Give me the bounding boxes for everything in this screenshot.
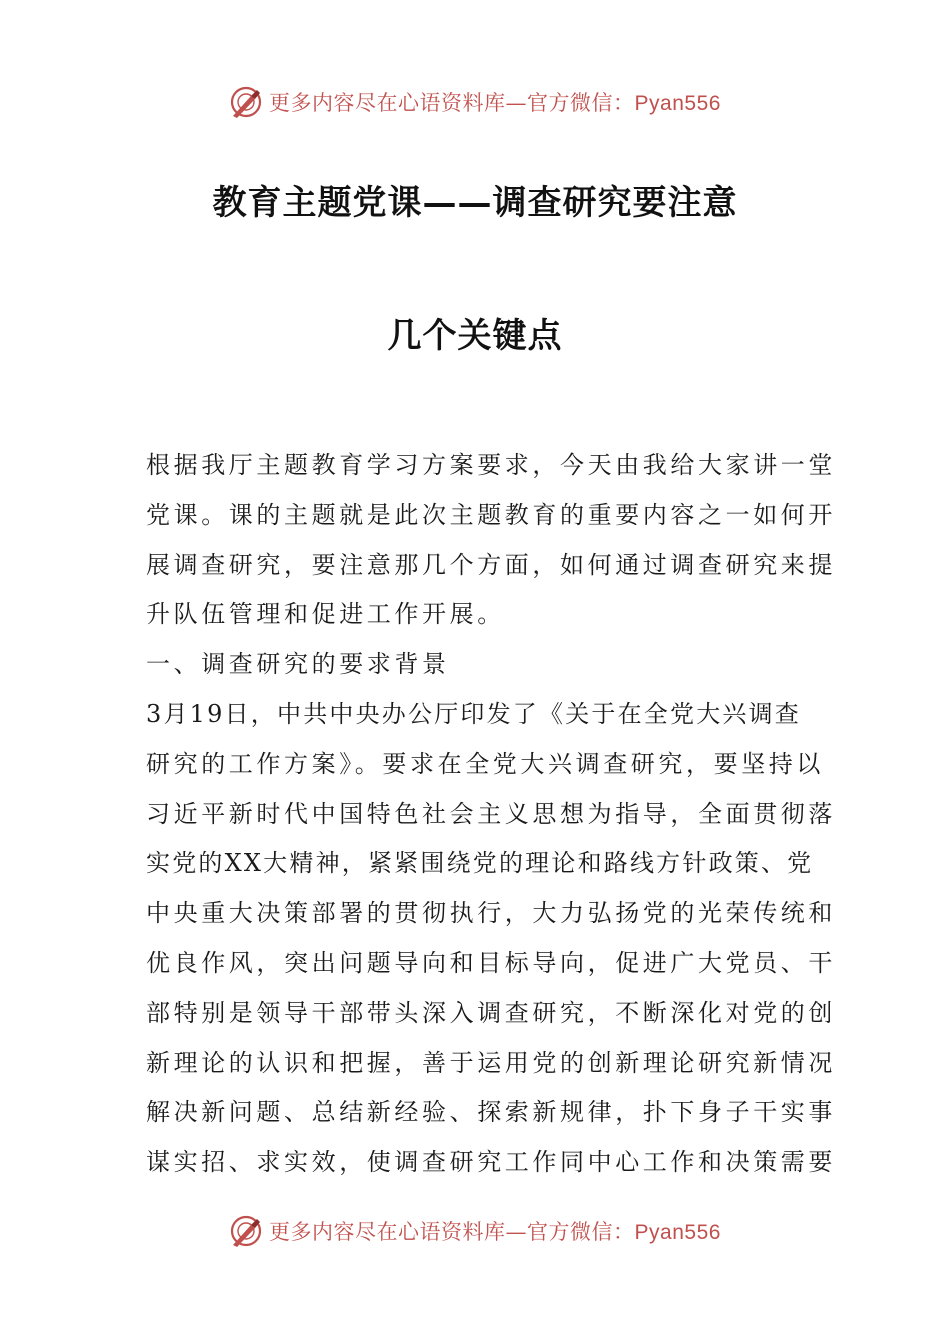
- document-title-line-2: 几个关键点: [387, 316, 563, 356]
- body-line: 党课。课的主题就是此次主题教育的重要内容之一如何开: [146, 500, 836, 529]
- body-line: 升队伍管理和促进工作开展。: [146, 600, 505, 629]
- watermark-text: 更多内容尽在心语资料库—官方微信：Pyan556: [269, 91, 721, 115]
- watermark-banner-top: [0, 82, 950, 122]
- document-body: [146, 441, 836, 1188]
- wechat-id: Pyan556: [634, 92, 721, 115]
- document-title-line-1: 教育主题党课——调查研究要注意: [212, 183, 738, 223]
- body-line: 新理论的认识和把握，善于运用党的创新理论研究新情况: [146, 1048, 836, 1077]
- body-line: 实党的XX大精神，紧紧围绕党的理论和路线方针政策、党: [146, 849, 814, 878]
- body-line: 根据我厅主题教育学习方案要求，今天由我给大家讲一堂: [146, 451, 836, 479]
- section-heading: 一、调查研究的要求背景: [146, 650, 450, 679]
- body-line: 部特别是领导干部带头深入调查研究，不断深化对党的创: [146, 998, 836, 1027]
- watermark-text: 更多内容尽在心语资料库—官方微信：Pyan556: [269, 1220, 721, 1244]
- body-line: 谋实招、求实效，使调查研究工作同中心工作和决策需要: [146, 1148, 836, 1177]
- wechat-id: Pyan556: [634, 1221, 721, 1244]
- body-line: 3月19日，中共中央办公厅印发了《关于在全党大兴调查: [146, 699, 802, 728]
- pen-logo-icon: [229, 85, 263, 119]
- body-line: 中央重大决策部署的贯彻执行，大力弘扬党的光荣传统和: [146, 899, 836, 928]
- body-line: 展调查研究，要注意那几个方面，如何通过调查研究来提: [146, 550, 836, 579]
- pen-logo-icon: [229, 1214, 263, 1248]
- body-line: 习近平新时代中国特色社会主义思想为指导，全面贯彻落: [146, 799, 836, 828]
- watermark-banner-bottom: [0, 1211, 950, 1251]
- body-line: 解决新问题、总结新经验、探索新规律，扑下身子干实事: [146, 1098, 836, 1127]
- body-line: 研究的工作方案》。要求在全党大兴调查研究，要坚持以: [146, 749, 824, 778]
- body-line: 优良作风，突出问题导向和目标导向，促进广大党员、干: [146, 948, 836, 977]
